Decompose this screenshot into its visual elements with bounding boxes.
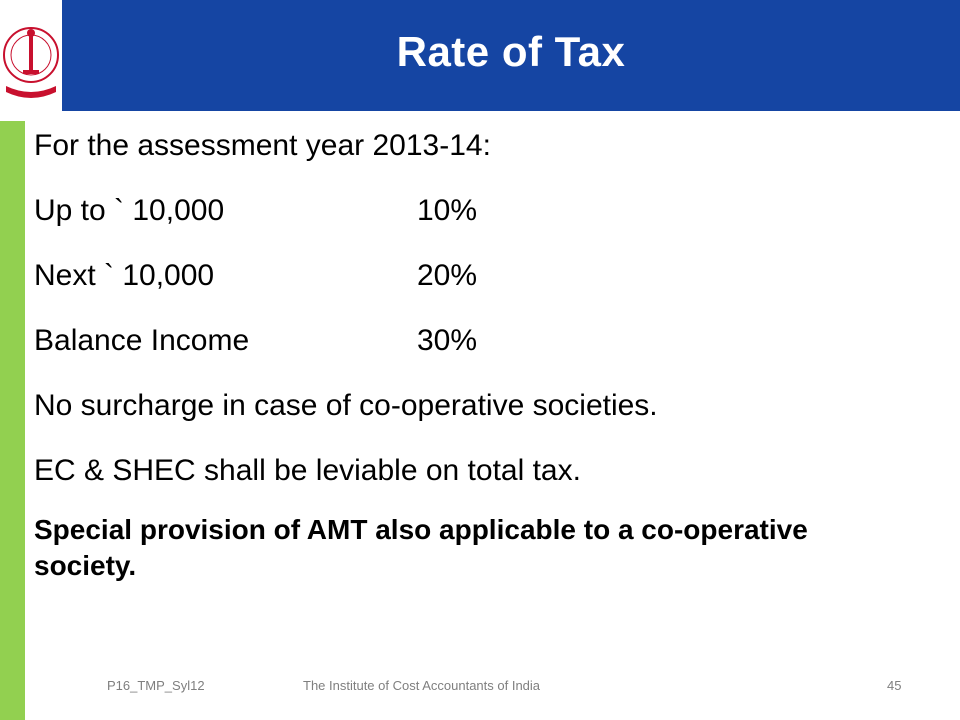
footer-code: P16_TMP_Syl12 xyxy=(107,678,205,693)
slab-label: Up to ` 10,000 xyxy=(34,194,225,227)
slab-row xyxy=(34,323,934,359)
bold-note: Special provision of AMT also applicable to a co-operative society. xyxy=(34,514,808,581)
slab-row xyxy=(34,193,934,229)
slab-row xyxy=(34,258,934,294)
page-title: Rate of Tax xyxy=(396,27,626,75)
slab-label: Next ` 10,000 xyxy=(34,259,215,292)
note-line: EC & SHEC shall be leviable on total tax. xyxy=(34,454,581,487)
side-accent-bar xyxy=(0,121,25,720)
institute-logo xyxy=(0,0,62,111)
note-line: No surcharge in case of co-operative societies. xyxy=(34,389,658,422)
slab-label: Balance Income xyxy=(34,324,250,357)
page-number: 45 xyxy=(887,678,902,693)
institute-seal-icon xyxy=(0,0,62,111)
intro-line: For the assessment year 2013-14: xyxy=(34,129,491,162)
slab-rate: 30% xyxy=(417,324,478,357)
slab-rate: 10% xyxy=(417,194,478,227)
title-bar xyxy=(62,0,960,111)
slab-rate: 20% xyxy=(417,259,478,292)
footer-institute: The Institute of Cost Accountants of India xyxy=(303,678,541,693)
slide-content xyxy=(34,128,934,613)
